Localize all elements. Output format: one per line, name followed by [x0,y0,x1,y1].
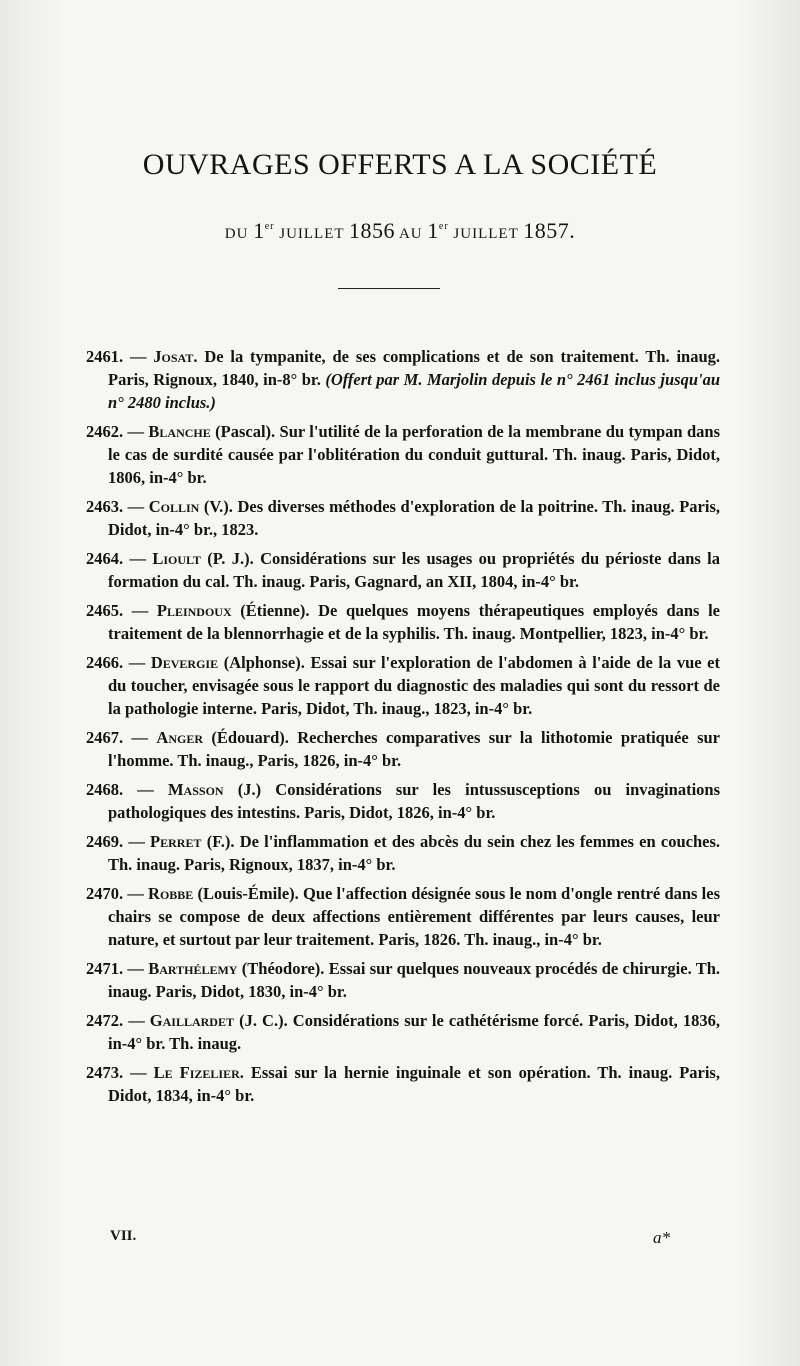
entry-author: Devergie [150,653,219,672]
list-item: 2470. — Robbe (Louis-Émile). Que l'affection désignée sous le nom d'ongle rentré dans les chairs se compose de deux affections entièrement différentes par leurs causes, leur nature, et surtout par leur traitement. Paris, 1826. Th. inaug., in-4° br. [86,884,720,949]
list-item: 2473. — Le Fizelier. Essai sur la hernie inguinale et son opération. Th. inaug. Paris, Didot, 1834, in-4° br. [86,1063,720,1105]
entry-text: (Alphonse). Essai sur l'exploration de l'abdomen à l'aide de la vue et du toucher, envisagée sous le rapport du diagnostic des maladies qui sont du ressort de la pathologie interne. Paris, Didot, Th. inaug., 1823, in-4° br. [108,653,721,718]
list-item: 2463. — Collin (V.). Des diverses méthodes d'exploration de la poitrine. Th. inaug. Paris, Didot, in-4° br., 1823. [86,497,721,539]
entry-list [86,345,720,1113]
entry-text: (Pascal). Sur l'utilité de la perforation de la membrane du tympan dans le cas de surdité causée par l'oblitération du conduit guttural. Th. inaug. Paris, Didot, 1806, in-4° br. [108,422,720,487]
entry-author: Pleindoux [156,601,232,620]
entry-text: (Édouard). Recherches comparatives sur la lithotomie pratiquée sur l'homme. Th. inaug., Paris, 1826, in-4° br. [108,728,720,770]
list-item: 2467. — Anger (Édouard). Recherches comparatives sur la lithotomie pratiquée sur l'homme. Th. inaug., Paris, 1826, in-4° br. [86,728,720,770]
signature-letter: a* [653,1228,670,1247]
subtitle-month1: JUILLET [279,226,345,242]
entry-text: (Louis-Émile). Que l'affection désignée sous le nom d'ongle rentré dans les chairs se compose de deux affections entièrement différentes par leurs causes, leur nature, et surtout par leur traitement. Paris, 1826. Th. inaug., in-4° br. [108,884,720,949]
entry-number: 2473. [86,1063,124,1082]
list-item: 2468. — Masson (J.) Considérations sur les intussusceptions ou invaginations pathologiques des intestins. Paris, Didot, 1826, in-4° br. [86,780,720,822]
entry-number: 2471. [86,959,124,978]
entry-number: 2463. [86,497,124,516]
signature-mark: VII. [110,1228,137,1244]
list-item: 2471. — Barthélemy (Théodore). Essai sur quelques nouveaux procédés de chirurgie. Th. inaug. Paris, Didot, 1830, in-4° br. [86,959,721,1001]
entry-text: (J.) Considérations sur les intussusceptions ou invaginations pathologiques des intestins. Paris, Didot, 1826, in-4° br. [108,780,720,822]
subtitle-year2: 1857. [523,218,576,243]
entry-number: 2470. [86,884,124,903]
entry-author: Robbe [148,884,194,903]
entry-text: Essai sur la hernie inguinale et son opération. Th. inaug. Paris, Didot, 1834, in-4° br. [108,1063,720,1105]
entry-number: 2465. [86,601,124,620]
subtitle-au: AU [398,226,423,242]
title-divider [338,288,440,289]
date-range-subtitle [0,218,800,244]
entry-author: Lioult [152,549,201,568]
entry-author: Josat. [153,347,198,366]
entry-number: 2462. [86,422,124,441]
entry-number: 2469. [86,832,124,851]
entry-text: (Théodore). Essai sur quelques nouveaux procédés de chirurgie. Th. inaug. Paris, Didot, 1830, in-4° br. [108,959,721,1001]
entry-text: De la tympanite, de ses complications et de son traitement. Th. inaug. Paris, Rignoux, 1840, in-8° br. [108,347,721,389]
entry-number: 2464. [86,549,124,568]
subtitle-sup1: er [264,221,275,232]
list-item: 2464. — Lioult (P. J.). Considérations sur les usages ou propriétés du périoste dans la formation du cal. Th. inaug. Paris, Gagnard, an XII, 1804, in-4° br. [86,549,720,591]
entry-number: 2468. [86,780,124,799]
entry-author: Barthélemy [148,959,238,978]
entry-author: Anger [156,728,203,747]
page-title: OUVRAGES OFFERTS A LA SOCIÉTÉ [142,148,658,181]
subtitle-month2: JUILLET [453,226,519,242]
subtitle-year1: 1856 [349,218,396,243]
entry-author: Collin [148,497,200,516]
list-item: 2465. — Pleindoux (Étienne). De quelques moyens thérapeutiques employés dans le traitement de la blennorrhagie et de la syphilis. Th. inaug. Montpellier, 1823, in-4° br. [86,601,721,643]
list-item: 2466. — Devergie (Alphonse). Essai sur l'exploration de l'abdomen à l'aide de la vue et du toucher, envisagée sous le rapport du diagnostic des maladies qui sont du ressort de la pathologie interne. Paris, Didot, Th. inaug., 1823, in-4° br. [86,653,721,718]
entry-text: (V.). Des diverses méthodes d'exploration de la poitrine. Th. inaug. Paris, Didot, in-4° br., 1823. [108,497,721,539]
entry-author: Blanche [148,422,211,441]
subtitle-du: DU [224,226,249,242]
entry-text: (Étienne). De quelques moyens thérapeutiques employés dans le traitement de la blennorrhagie et de la syphilis. Th. inaug. Montpellier, 1823, in-4° br. [108,601,721,643]
entry-number: 2467. [86,728,124,747]
entry-note: (Offert par M. Marjolin depuis le n° 2461 inclus jusqu'au n° 2480 inclus.) [108,370,721,412]
entry-author: Perret [150,832,202,851]
entry-text: (P. J.). Considérations sur les usages ou propriétés du périoste dans la formation du cal. Th. inaug. Paris, Gagnard, an XII, 1804, in-4° br. [108,549,720,591]
subtitle-day2: 1 [427,218,439,243]
entry-text: (J. C.). Considérations sur le cathétérisme forcé. Paris, Didot, 1836, in-4° br. Th. inaug. [108,1011,721,1053]
entry-author: Gaillardet [149,1011,234,1030]
subtitle-sup2: er [438,221,449,232]
entry-author: Le Fizelier. [153,1063,244,1082]
entry-number: 2472. [86,1011,124,1030]
entry-number: 2461. [86,347,124,366]
entry-text: (F.). De l'inflammation et des abcès du sein chez les femmes en couches. Th. inaug. Paris, Rignoux, 1837, in-4° br. [108,832,721,874]
list-item: 2469. — Perret (F.). De l'inflammation et des abcès du sein chez les femmes en couches. Th. inaug. Paris, Rignoux, 1837, in-4° br. [86,832,721,874]
list-item: 2461. — Josat. De la tympanite, de ses complications et de son traitement. Th. inaug. Paris, Rignoux, 1840, in-8° br. (Offert par M. Marjolin depuis le n° 2461 inclus jusqu'au n° 2480 inclus.) [86,347,721,412]
entry-author: Masson [167,780,224,799]
list-item: 2472. — Gaillardet (J. C.). Considérations sur le cathétérisme forcé. Paris, Didot, 1836, in-4° br. Th. inaug. [86,1011,721,1053]
subtitle-day1: 1 [253,218,265,243]
list-item: 2462. — Blanche (Pascal). Sur l'utilité de la perforation de la membrane du tympan dans le cas de surdité causée par l'oblitération du conduit guttural. Th. inaug. Paris, Didot, 1806, in-4° br. [86,422,720,487]
entry-number: 2466. [86,653,124,672]
